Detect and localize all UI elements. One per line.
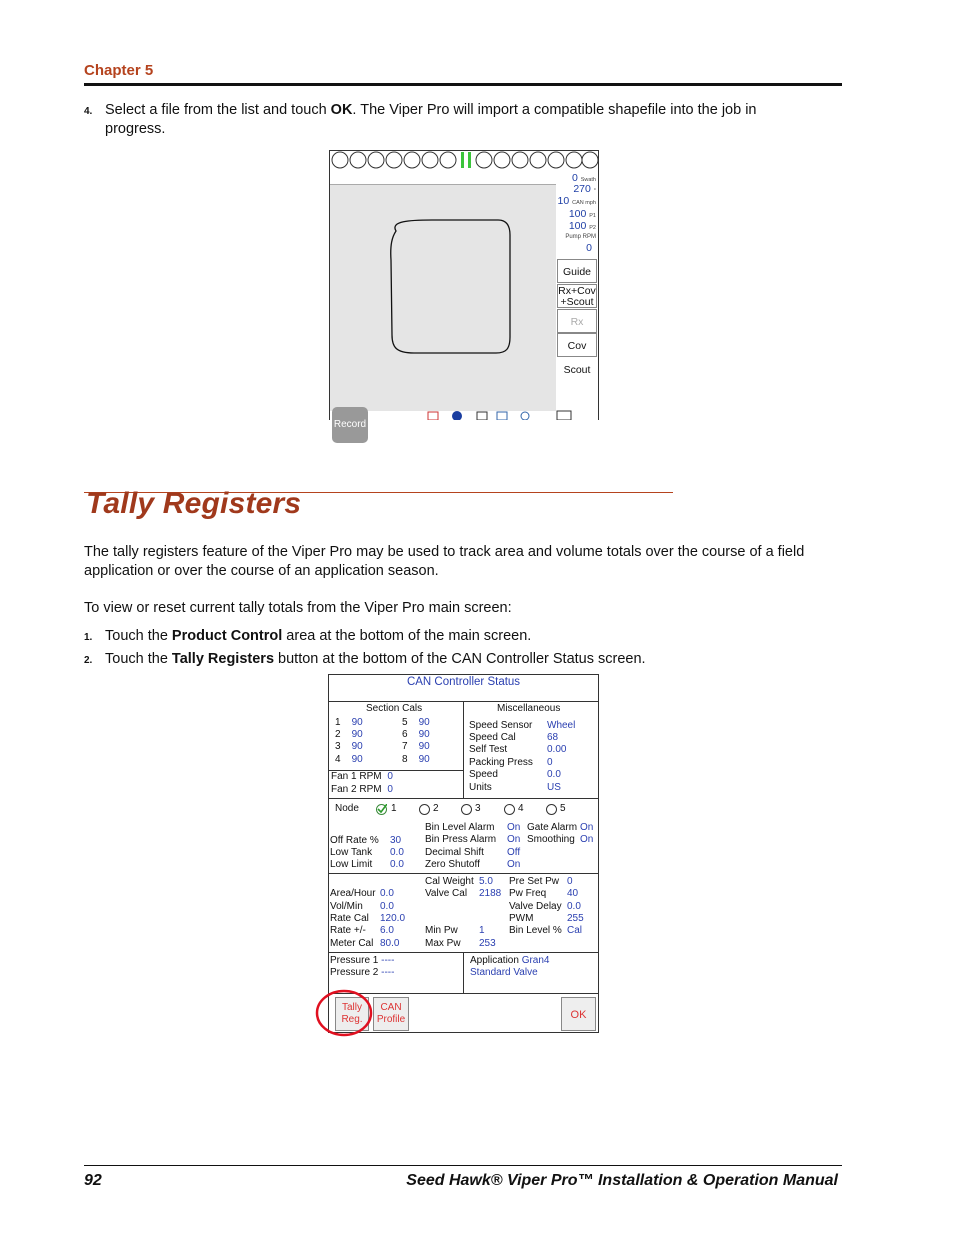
cal-weight-value: 5.0 bbox=[479, 876, 493, 887]
rate-cal: Rate Cal bbox=[330, 913, 369, 924]
zero-shutoff-value: On bbox=[507, 859, 521, 870]
screen-title: CAN Controller Status bbox=[406, 676, 521, 688]
cov-button[interactable]: Cov bbox=[557, 333, 597, 357]
page-number: 92 bbox=[84, 1172, 102, 1189]
smoothing-value: On bbox=[580, 834, 594, 845]
pw-freq: Pw Freq bbox=[509, 888, 547, 899]
misc-units: Units bbox=[469, 782, 492, 793]
misc-speed-cal: Speed Cal bbox=[469, 732, 516, 743]
node-radio-2[interactable] bbox=[419, 804, 430, 815]
valve-cal-value: 2188 bbox=[479, 888, 502, 899]
node-radio-5[interactable] bbox=[546, 804, 557, 815]
low-tank-value: 0.0 bbox=[390, 847, 404, 858]
min-pw: Min Pw bbox=[425, 925, 458, 936]
misc-self-test: Self Test bbox=[469, 744, 508, 755]
application: Application Gran4 bbox=[470, 955, 550, 966]
node-label-4: 4 bbox=[518, 803, 524, 814]
chapter-label: Chapter 5 bbox=[84, 62, 154, 79]
section-cal-8: 8 90 bbox=[402, 754, 430, 765]
meter-cal: Meter Cal bbox=[330, 938, 374, 949]
misc-self-test-value: 0.00 bbox=[547, 744, 567, 755]
readout-speed: 10 CAN mph bbox=[557, 195, 596, 207]
pressure-1: Pressure 1 ---- bbox=[330, 955, 395, 966]
gate-alarm: Gate Alarm bbox=[527, 822, 578, 833]
section-cals-title: Section Cals bbox=[366, 703, 423, 714]
section-indicators bbox=[330, 151, 598, 171]
footer-rule bbox=[84, 1165, 842, 1166]
lead-paragraph: To view or reset current tally totals from the Viper Pro main screen: bbox=[84, 600, 512, 616]
low-limit: Low Limit bbox=[330, 859, 373, 870]
area-hour-value: 0.0 bbox=[380, 888, 394, 899]
smoothing: Smoothing bbox=[527, 834, 575, 845]
pwm: PWM bbox=[509, 913, 534, 924]
viper-main-screenshot bbox=[329, 150, 599, 430]
rate-cal-value: 120.0 bbox=[380, 913, 406, 924]
section-cal-6: 6 90 bbox=[402, 729, 430, 740]
screen-sidebar bbox=[556, 172, 598, 411]
record-button[interactable]: Record bbox=[332, 407, 368, 443]
pump-value: 0 bbox=[586, 242, 592, 254]
step-text: Touch the Product Control area at the bottom of the main screen. bbox=[105, 628, 532, 644]
field-boundary bbox=[330, 185, 556, 411]
section-cal-5: 5 90 bbox=[402, 717, 430, 728]
section-cal-1: 1 90 bbox=[335, 717, 363, 728]
tally-registers-button[interactable]: Tally Reg. bbox=[335, 997, 369, 1031]
vol-min: Vol/Min bbox=[330, 901, 363, 912]
bin-level-alarm: Bin Level Alarm bbox=[425, 822, 495, 833]
section-cal-3: 3 90 bbox=[335, 741, 363, 752]
off-rate: Off Rate % bbox=[330, 835, 379, 846]
zero-shutoff: Zero Shutoff bbox=[425, 859, 480, 870]
pressure-2: Pressure 2 ---- bbox=[330, 967, 395, 978]
field-map[interactable] bbox=[330, 184, 556, 430]
bin-level-pct: Bin Level % bbox=[509, 925, 562, 936]
section-cal-7: 7 90 bbox=[402, 741, 430, 752]
header-rule bbox=[84, 83, 842, 86]
gate-alarm-value: On bbox=[580, 822, 594, 833]
readout-heading: 270 ° bbox=[573, 183, 596, 195]
valve-type: Standard Valve bbox=[470, 967, 538, 978]
decimal-shift-value: Off bbox=[507, 847, 521, 858]
node-label-1: 1 bbox=[391, 803, 397, 814]
misc-speed-cal-value: 68 bbox=[547, 732, 559, 743]
node-radio-3[interactable] bbox=[461, 804, 472, 815]
rate-plus-minus-value: 6.0 bbox=[380, 925, 394, 936]
valve-delay-value: 0.0 bbox=[567, 901, 581, 912]
bin-level-pct-value: Cal bbox=[567, 925, 583, 936]
highlight-circle bbox=[314, 988, 376, 1040]
node-radio-1[interactable] bbox=[376, 804, 387, 815]
bin-press-alarm: Bin Press Alarm bbox=[425, 834, 497, 845]
misc-units-value: US bbox=[547, 782, 561, 793]
node-label: Node bbox=[335, 803, 359, 814]
can-profile-button[interactable]: CAN Profile bbox=[373, 997, 409, 1031]
pw-freq-value: 40 bbox=[567, 888, 579, 899]
pre-set-pw-value: 0 bbox=[567, 876, 573, 887]
meter-cal-value: 80.0 bbox=[380, 938, 400, 949]
misc-packing-press-value: 0 bbox=[547, 757, 553, 768]
off-rate-value: 30 bbox=[390, 835, 402, 846]
bottom-icon-bar[interactable] bbox=[425, 410, 600, 420]
misc-title: Miscellaneous bbox=[497, 703, 561, 714]
vol-min-value: 0.0 bbox=[380, 901, 394, 912]
section-title: Tally Registers bbox=[86, 487, 302, 520]
pre-set-pw: Pre Set Pw bbox=[509, 876, 560, 887]
readout-swath: 0 Swath bbox=[571, 172, 596, 184]
step-number: 2. bbox=[84, 655, 93, 666]
readout-p1: 100 P1 bbox=[568, 208, 596, 220]
node-radio-4[interactable] bbox=[504, 804, 515, 815]
bin-press-alarm-value: On bbox=[507, 834, 521, 845]
pwm-value: 255 bbox=[567, 913, 584, 924]
rx-button[interactable]: Rx bbox=[557, 309, 597, 333]
manual-title: Seed Hawk® Viper Pro™ Installation & Operation Manual bbox=[406, 1172, 838, 1189]
fan-2-rpm: Fan 2 RPM 0 bbox=[331, 784, 393, 795]
step-text: Touch the Tally Registers button at the bottom of the CAN Controller Status screen. bbox=[105, 651, 646, 667]
section-cal-4: 4 90 bbox=[335, 754, 363, 765]
misc-speed: Speed bbox=[469, 769, 498, 780]
guide-button[interactable]: Guide bbox=[557, 259, 597, 283]
decimal-shift: Decimal Shift bbox=[425, 847, 484, 858]
low-tank: Low Tank bbox=[330, 847, 373, 858]
misc-packing-press: Packing Press bbox=[469, 757, 533, 768]
step-text: Select a file from the list and touch OK. The Viper Pro will import a compatible shapefile into the job in progress. bbox=[105, 102, 757, 137]
node-label-3: 3 bbox=[475, 803, 481, 814]
max-pw-value: 253 bbox=[479, 938, 496, 949]
fan-1-rpm: Fan 1 RPM 0 bbox=[331, 771, 393, 782]
misc-speed-sensor: Speed Sensor bbox=[469, 720, 533, 731]
pump-label: Pump RPM bbox=[565, 234, 596, 240]
rate-plus-minus: Rate +/- bbox=[330, 925, 366, 936]
node-label-2: 2 bbox=[433, 803, 439, 814]
min-pw-value: 1 bbox=[479, 925, 485, 936]
section-cal-2: 2 90 bbox=[335, 729, 363, 740]
can-controller-status-screenshot bbox=[328, 674, 599, 1033]
rx-cov-scout-button[interactable]: Rx+Cov +Scout bbox=[558, 285, 596, 308]
max-pw: Max Pw bbox=[425, 938, 461, 949]
intro-paragraph: The tally registers feature of the Viper Pro may be used to track area and volume totals over the course of a field application or over the course of an application season. bbox=[84, 544, 805, 579]
check-icon bbox=[376, 804, 387, 815]
scout-button[interactable]: Scout bbox=[557, 358, 597, 382]
node-label-5: 5 bbox=[560, 803, 566, 814]
bin-level-alarm-value: On bbox=[507, 822, 521, 833]
step-number: 1. bbox=[84, 632, 93, 643]
ok-button[interactable]: OK bbox=[561, 997, 596, 1031]
misc-speed-value: 0.0 bbox=[547, 769, 561, 780]
step-number: 4. bbox=[84, 106, 93, 117]
low-limit-value: 0.0 bbox=[390, 859, 404, 870]
readout-p2: 100 P2 bbox=[568, 220, 596, 232]
area-hour: Area/Hour bbox=[330, 888, 376, 899]
cal-weight: Cal Weight bbox=[425, 876, 474, 887]
valve-delay: Valve Delay bbox=[509, 901, 562, 912]
misc-speed-sensor-value: Wheel bbox=[547, 720, 576, 731]
valve-cal: Valve Cal bbox=[425, 888, 468, 899]
